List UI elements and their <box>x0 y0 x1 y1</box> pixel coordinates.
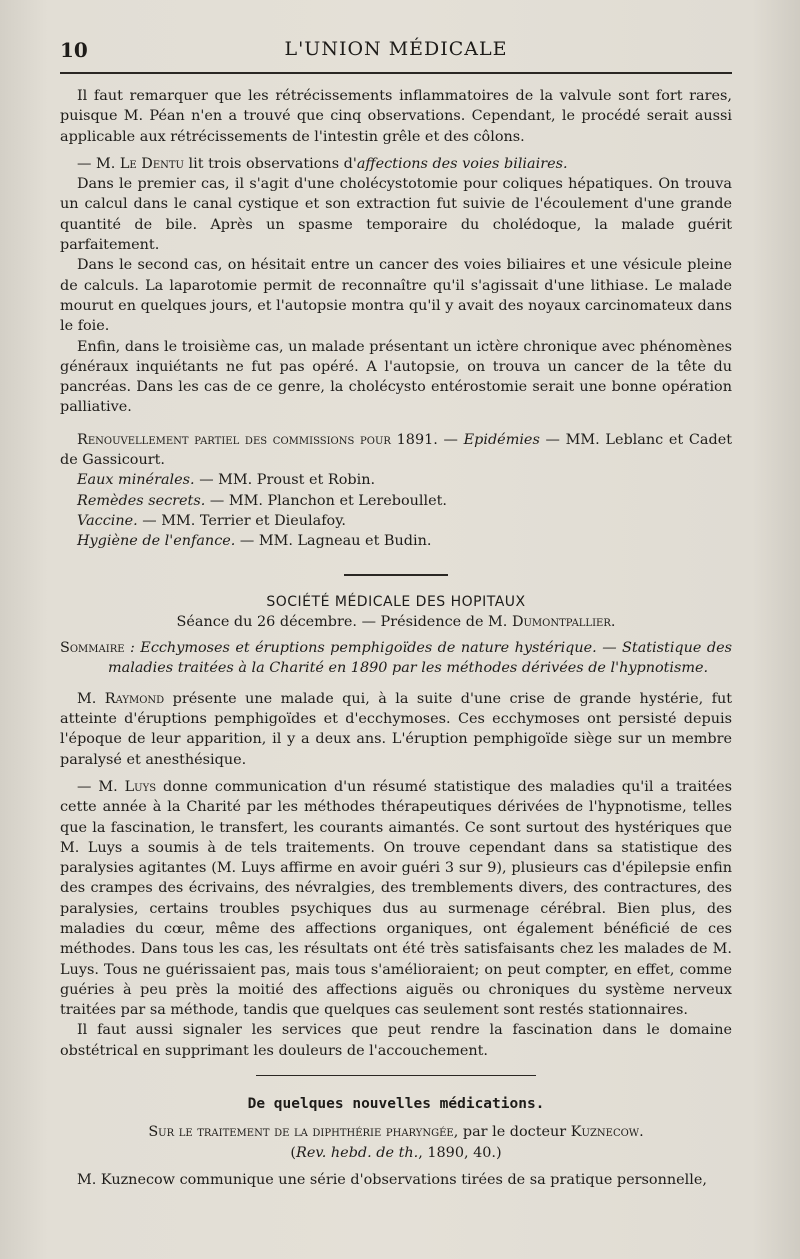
paragraph-le-dentu <box>60 154 732 174</box>
paragraph-intro: Il faut remarquer que les rétrécissements inflammatoires de la valvule sont fort rares, puisque M. Péan n'en a trouvé que cinq observations. Cependant, le procédé serait aussi applicable aux rétrécissements de l'intestin grêle et des côlons. <box>60 88 732 145</box>
renewal-epidemies: Epidémies <box>463 431 540 448</box>
paragraph-case-1: Dans le premier cas, il s'agit d'une cholécystotomie pour coliques hépatiques. On trouva un calcul dans le canal cystique et son extraction fut suivie de l'écoulement d'une grande quantité de bile. Après un spasme temporaire du cholédoque, la malade guérit parfaitement. <box>60 176 732 254</box>
article-divider <box>256 1075 536 1076</box>
president-name: Dumontpallier. <box>511 613 616 630</box>
dentu-text: lit trois observations d' <box>183 155 357 172</box>
list-item <box>60 511 732 531</box>
kuz-text: Kuznecow communique une série d'observations tirées de sa pratique personnelle, <box>100 1171 707 1188</box>
ref-journal: Rev. hebd. de th. <box>295 1144 419 1161</box>
paragraph-commissions <box>60 430 732 471</box>
subtitle-line <box>60 1122 732 1142</box>
luys-prefix: — M. <box>77 778 125 795</box>
list-item <box>60 531 732 551</box>
author-name-raymond: Raymond <box>104 690 165 707</box>
renewal-year: 1891. — <box>390 431 464 448</box>
raymond-prefix: M. <box>77 690 105 707</box>
paragraph-case-2: Dans le second cas, on hésitait entre un cancer des voies biliaires et une vésicule pleine de calculs. La laparotomie permit de reconnaître qu'il s'agissait d'une lithiase. Le malade mourut en quelques jours, et l'autopsie montra qu'il y avait des noyaux carcinomateux dans le foie. <box>60 257 732 335</box>
commission-members: — MM. Proust et Robin. <box>194 472 376 489</box>
commission-name: Hygiène de l'enfance. <box>77 533 236 550</box>
raymond-text: présente une malade qui, à la suite d'une crise de grande hystérie, fut atteinte d'éruptions pemphigoïdes et d'ecchymoses. Ces ecchymoses ont persisté depuis l'époque de leur apparition, il y a deux ans. L'éruption pemphigoïde siège sur un membre paralysé et anesthésique. <box>60 690 732 768</box>
reference-line <box>60 1143 732 1163</box>
paragraph-luys <box>60 777 732 1021</box>
author-name-luys: Luys <box>124 778 157 795</box>
commission-members: — MM. Terrier et Dieulafoy. <box>137 512 346 529</box>
paragraph-raymond <box>60 689 732 770</box>
list-item <box>60 470 732 490</box>
section-divider <box>344 574 448 576</box>
sommaire-text: : Ecchymoses et éruptions pemphigoïdes de nature hystérique. — Statistique des maladies traitées à la Charité en 1890 par les méthodes dérivées de l'hypnotisme. <box>108 640 732 677</box>
page-header <box>60 38 732 64</box>
seance-line <box>60 612 732 632</box>
commission-members: — MM. Lagneau et Budin. <box>235 533 432 550</box>
article-body <box>60 86 732 1190</box>
subtitle-topic: Sur le traitement de la diphthérie pharyngée, <box>148 1124 459 1141</box>
author-name-le-dentu: Le Dentu <box>119 155 184 172</box>
list-item <box>60 491 732 511</box>
paragraph-case-3: Enfin, dans le troisième cas, un malade présentant un ictère chronique avec phénomènes généraux inquiétants ne fut pas opéré. A l'autopsie, on trouva un cancer de la tête du pancréas. Dans les cas de ce genre, la cholécysto entérostomie serait une bonne opération palliative. <box>60 338 732 416</box>
commission-name: Vaccine. <box>77 512 138 529</box>
page-number: 10 <box>60 38 88 62</box>
ref-details: , 1890, 40.) <box>418 1144 502 1161</box>
dentu-topic: affections des voies biliaires. <box>356 155 568 172</box>
commission-members: — MM. Planchon et Lereboullet. <box>205 492 448 509</box>
ref-open: ( <box>290 1144 296 1161</box>
sommaire <box>60 638 732 679</box>
section-title: SOCIÉTÉ MÉDICALE DES HOPITAUX <box>266 593 526 610</box>
luys-text: donne communication d'un résumé statistique des maladies qu'il a traitées cette année à la Charité par les méthodes thérapeutiques dérivées de l'hypnotisme, telles que la fascination, le transfert, les courants aimantés. Ce sont surtout des hystériques que M. Luys a soumis à de tels traitements. On trouve cependant dans sa statistique des paralysies agitantes (M. Luys affirme en avoir guéri 3 sur 9), plusieurs cas d'épilepsie enfin des crampes des écrivains, des névralgies, des tremblements divers, des contractures, des paralysies, certains troubles psychiques dus au surmenage cérébral. Bien plus, des maladies du cœur, même des affections organiques, ont également bénéficié de ces méthodes. Dans tous les cas, les résultats ont été très satisfaisants chez les malades de M. Luys. Tous ne guérissaient pas, mais tous s'amélioraient; on peut compter, en effet, comme guéries à peu près la moitié des affections aiguës ou chroniques du système nerveux traitées par sa méthode, tandis que quelques cas seulement sont restés stationnaires. <box>60 778 732 1019</box>
subtitle-mid: par le docteur <box>458 1124 571 1141</box>
commission-name: Remèdes secrets. <box>77 492 206 509</box>
seance-text: Séance du 26 décembre. — Présidence de M. <box>176 613 512 630</box>
commission-name: Eaux minérales. <box>77 472 195 489</box>
subtitle-author: Kuznecow. <box>570 1124 644 1141</box>
renewal-label: Renouvellement partiel des commissions pour <box>77 431 391 448</box>
sommaire-label: Sommaire <box>60 640 125 657</box>
article-title: De quelques nouvelles médications. <box>247 1096 545 1113</box>
commissions-list <box>60 470 732 551</box>
renewal-members: — MM. Leblanc et Cadet de Gassicourt. <box>60 431 732 469</box>
paragraph-kuznecow <box>60 1170 732 1190</box>
paragraph-fascination: Il faut aussi signaler les services que peut rendre la fascination dans le domaine obstétrical en supprimant les douleurs de l'accouchement. <box>60 1022 732 1059</box>
dash-prefix: — M. <box>77 155 120 172</box>
kuz-prefix: M. <box>77 1171 101 1188</box>
header-rule <box>60 72 732 74</box>
running-title: L'UNION MÉDICALE <box>284 38 508 60</box>
